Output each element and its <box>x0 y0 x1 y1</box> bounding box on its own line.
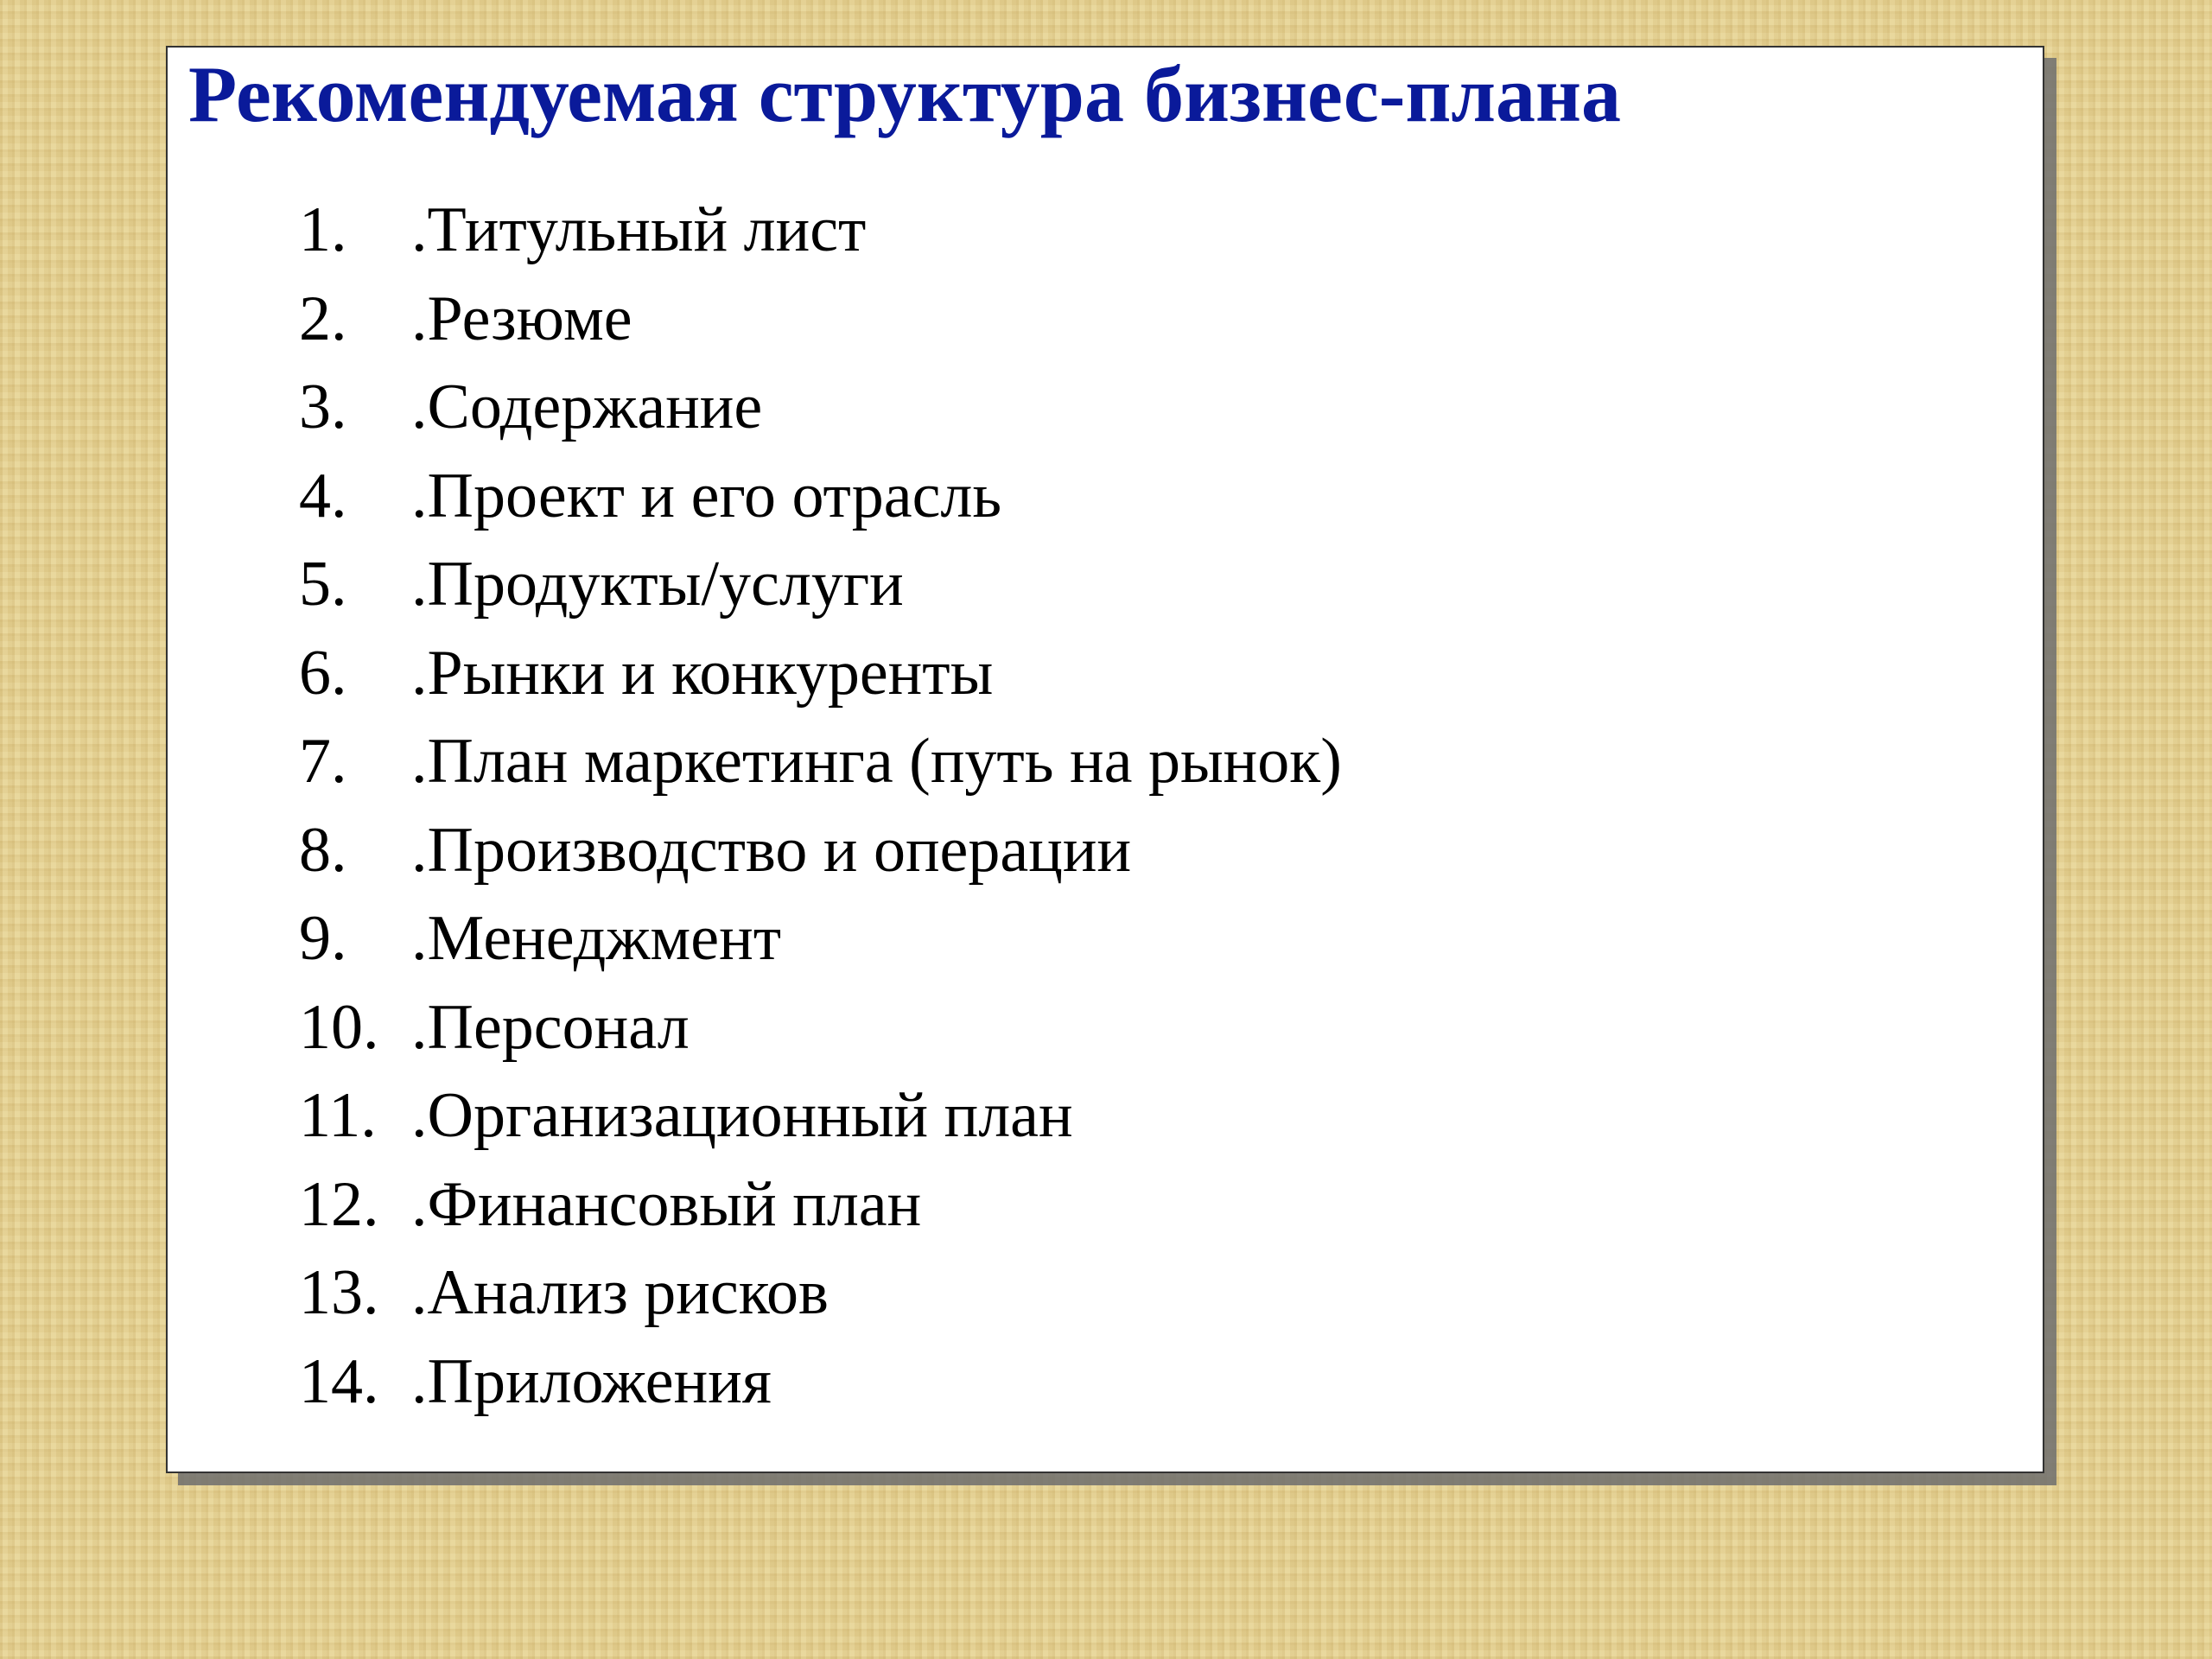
list-item <box>299 1160 1342 1249</box>
structure-list <box>299 186 1342 1426</box>
slide-card <box>166 46 2044 1473</box>
list-item <box>299 629 1342 718</box>
item-number: 8. <box>299 814 347 886</box>
item-label: .Титульный лист <box>411 194 867 265</box>
list-item <box>299 1071 1342 1160</box>
item-number: 14. <box>299 1345 379 1417</box>
item-label: .Производство и операции <box>411 814 1132 886</box>
list-item <box>299 806 1342 895</box>
list-item <box>299 186 1342 275</box>
item-number: 3. <box>299 372 347 442</box>
item-number: 9. <box>299 903 347 974</box>
item-label: .Менеджмент <box>411 903 782 974</box>
item-number: 13. <box>299 1257 379 1328</box>
slide-title: Рекомендуемая структура бизнес-плана <box>188 50 1622 138</box>
list-item <box>299 363 1342 452</box>
item-number: 12. <box>299 1168 379 1240</box>
item-number: 6. <box>299 637 347 709</box>
item-label: .Продукты/услуги <box>411 549 904 620</box>
item-number: 11. <box>299 1080 377 1151</box>
list-item <box>299 894 1342 983</box>
list-item <box>299 717 1342 806</box>
item-label: .Приложения <box>411 1345 772 1417</box>
item-number: 4. <box>299 460 347 531</box>
item-number: 5. <box>299 549 347 620</box>
list-item <box>299 1249 1342 1338</box>
item-label: .Анализ рисков <box>411 1257 829 1328</box>
item-number: 7. <box>299 726 347 797</box>
item-label: .Персонал <box>411 991 690 1063</box>
list-item <box>299 1338 1342 1427</box>
list-item <box>299 540 1342 629</box>
item-number: 2. <box>299 283 347 354</box>
list-item <box>299 275 1342 364</box>
item-label: .План маркетинга (путь на рынок) <box>411 726 1342 797</box>
list-item <box>299 452 1342 541</box>
item-label: .Проект и его отрасль <box>411 460 1002 531</box>
item-number: 10. <box>299 991 379 1063</box>
item-label: .Резюме <box>411 283 632 354</box>
item-number: 1. <box>299 194 347 265</box>
item-label: .Содержание <box>411 372 763 442</box>
item-label: .Финансовый план <box>411 1168 922 1240</box>
item-label: .Организационный план <box>411 1080 1073 1151</box>
list-item <box>299 983 1342 1072</box>
item-label: .Рынки и конкуренты <box>411 637 994 709</box>
